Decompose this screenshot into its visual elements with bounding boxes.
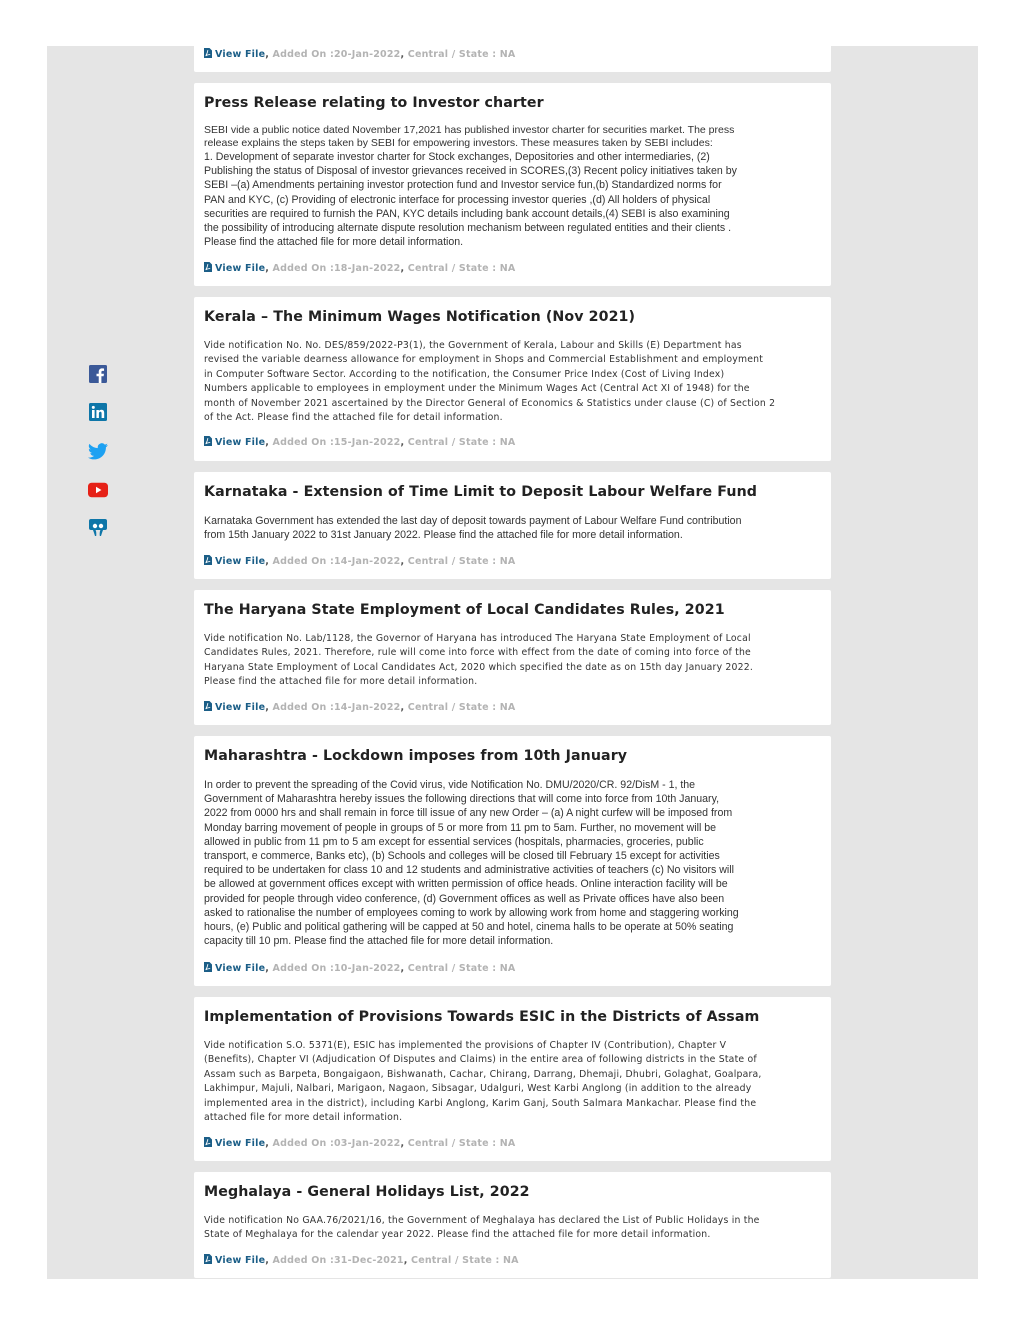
card-title[interactable]: Meghalaya - General Holidays List, 2022 [204, 1184, 530, 1200]
card-body: In order to prevent the spreading of the Covid virus, vide Notification No. DMU/2020/CR. 92/DisM - 1, the Government of Maharashtra hereby issues the following directions that will come into force from 10th January, 2022 from 0000 hrs and shall remain in force till issue of any new Order – (a) A night curfew will be imposed from Monday barring movement of people in groups of 5 or more from 11 pm to 5am. Further, no movement will be allowed in public from 11 pm to 5 am except for essential services (hospitals, pharmacies, groceries, public transport, e commerce, Banks etc), (b) Schools and colleges will be closed till February 15 except for activities required to be undertaken for class 10 and 12 students and administrative activities of teachers (c) No visitors will be allowed at government offices except with written permission of office heads. Online interaction facility will be provided for people through video conference, (d) Government offices as well as Private offices have also been asked to rationalise the number of employees coming to work by allowing work from home and staggering working hours, (e) Public and political gathering will be capped at 50 and hotel, cinema halls to be operate at 50% seating capacity till 10 pm. Please find the attached file for more detail information. [204, 779, 739, 948]
view-file-link[interactable]: View File [215, 702, 266, 713]
pdf-file-icon [204, 1137, 212, 1150]
scope-label: Central / State : NA [407, 49, 516, 60]
view-file-link[interactable]: View File [215, 1255, 266, 1266]
card-body: Vide notification S.O. 5371(E), ESIC has implemented the provisions of Chapter IV (Contribution), Chapter V (Benefits), Chapter VI (Adjudication Of Disputes and Claims) in the entire area of following districts in the State of Assam such as Barpeta, Bongaigaon, Bishwanath, Cachar, Chirang, Darrang, Dhemaji, Dhubri, Golaghat, Goalpara, Lakhimpur, Majuli, Nalbari, Marigaon, Nagaon, Sibsagar, Udalguri, West Karbi Anglong (in addition to the already implemented area in the district), including Karbi Anglong, Karim Ganj, South Salmara Mankachar. Please find the attached file for more detail information. [204, 1040, 762, 1124]
added-on-date: Added On :18-Jan-2022 [272, 263, 401, 274]
card-body: Vide notification No. Lab/1128, the Governor of Haryana has introduced The Haryana State Employment of Local Candidates Rules, 2021. Therefore, rule will come into force with effect from the date of coming into force of the Haryana State Employment of Local Candidates Act, 2020 which specified the date as on 15th day January 2022. Please find the attached file for more detail information. [204, 633, 754, 688]
view-file-link[interactable]: View File [215, 556, 266, 567]
pdf-file-icon [204, 962, 212, 975]
scope-label: Central / State : NA [407, 963, 516, 974]
news-card [194, 297, 831, 461]
news-card [194, 736, 831, 986]
pdf-file-icon [204, 48, 212, 61]
view-file-link[interactable]: View File [215, 1138, 266, 1149]
card-meta: View File, Added On :10-Jan-2022, Central / State : NA [204, 962, 515, 975]
youtube-icon[interactable] [88, 480, 108, 500]
card-title[interactable]: Implementation of Provisions Towards ESIC in the Districts of Assam [204, 1009, 760, 1025]
linkedin-icon[interactable] [88, 402, 108, 422]
card-title[interactable]: Press Release relating to Investor charter [204, 95, 544, 111]
facebook-icon[interactable] [88, 364, 108, 384]
card-title[interactable]: Kerala – The Minimum Wages Notification (Nov 2021) [204, 309, 636, 325]
twitter-icon[interactable] [88, 441, 108, 461]
card-meta: View File, Added On :14-Jan-2022, Central / State : NA [204, 555, 515, 568]
card-meta: View File, Added On :18-Jan-2022, Central / State : NA [204, 262, 515, 275]
view-file-link[interactable]: View File [215, 49, 266, 60]
card-title[interactable]: Karnataka - Extension of Time Limit to Deposit Labour Welfare Fund [204, 484, 758, 500]
card-meta: View File, Added On :20-Jan-2022, Central / State : NA [204, 48, 515, 61]
added-on-date: Added On :10-Jan-2022 [272, 963, 401, 974]
news-card [194, 83, 831, 286]
added-on-date: Added On :15-Jan-2022 [272, 437, 401, 448]
news-card [194, 44, 831, 72]
scope-label: Central / State : NA [407, 556, 516, 567]
added-on-date: Added On :20-Jan-2022 [272, 49, 401, 60]
pdf-file-icon [204, 701, 212, 714]
scope-label: Central / State : NA [407, 437, 516, 448]
pdf-file-icon [204, 555, 212, 568]
added-on-date: Added On :03-Jan-2022 [272, 1138, 401, 1149]
scope-label: Central / State : NA [411, 1255, 519, 1266]
added-on-date: Added On :14-Jan-2022 [272, 702, 401, 713]
news-card [194, 472, 831, 579]
news-card [194, 1172, 831, 1278]
slideshare-icon[interactable] [88, 518, 108, 538]
scope-label: Central / State : NA [407, 263, 516, 274]
news-card [194, 590, 831, 725]
card-body: SEBI vide a public notice dated November 17,2021 has published investor charter for securities market. The press release explains the steps taken by SEBI for empowering investors. These measures taken by SEBI includes: 1. Development of separate investor charter for Stock exchanges, Depositories and other intermediaries, (2) Publishing the status of Disposal of investor grievances received in SCORES,(3) Recent policy initiatives taken by SEBI –(a) Amendments pertaining investor protection fund and Investor service fun,(b) Standardized norms for PAN and KYC, (c) Providing of electronic interface for processing investor queries ,(d) All holders of physical securities are required to furnish the PAN, KYC details including bank account details,(4) SEBI is also examining the possibility of introducing alternate dispute resolution mechanism between regulated entities and their clients . Please find the attached file for more detail information. [204, 124, 737, 249]
card-body: Vide notification No GAA.76/2021/16, the Government of Meghalaya has declared the List of Public Holidays in the State of Meghalaya for the calendar year 2022. Please find the attached file for more detail information. [204, 1215, 760, 1241]
card-body: Vide notification No. No. DES/859/2022-P3(1), the Government of Kerala, Labour and Skills (E) Department has revised the variable dearness allowance for employment in Shops and Commercial Establishment and employment in Computer Software Sector. According to the notification, the Consumer Price Index (Cost of Living Index) Numbers applicable to employees in employment under the Minimum Wages Act (Central Act XI of 1948) for the month of November 2021 ascertained by the Director General of Economics & Statistics under clause (C) of Section 2 of the Act. Please find the attached file for detail information. [204, 340, 776, 424]
added-on-date: Added On :14-Jan-2022 [272, 556, 401, 567]
news-card [194, 997, 831, 1161]
pdf-file-icon [204, 262, 212, 275]
card-meta: View File, Added On :15-Jan-2022, Central / State : NA [204, 436, 515, 449]
scope-label: Central / State : NA [407, 702, 516, 713]
pdf-file-icon [204, 436, 212, 449]
card-meta: View File, Added On :31-Dec-2021, Central / State : NA [204, 1254, 519, 1267]
view-file-link[interactable]: View File [215, 963, 266, 974]
card-title[interactable]: Maharashtra - Lockdown imposes from 10th January [204, 748, 628, 764]
added-on-date: Added On :31-Dec-2021 [272, 1255, 404, 1266]
card-body: Karnataka Government has extended the last day of deposit towards payment of Labour Welfare Fund contribution from 15th January 2022 to 31st January 2022. Please find the attached file for more detail information. [204, 515, 742, 542]
card-title[interactable]: The Haryana State Employment of Local Candidates Rules, 2021 [204, 602, 725, 618]
card-meta: View File, Added On :03-Jan-2022, Central / State : NA [204, 1137, 515, 1150]
view-file-link[interactable]: View File [215, 437, 266, 448]
card-meta: View File, Added On :14-Jan-2022, Central / State : NA [204, 701, 515, 714]
scope-label: Central / State : NA [407, 1138, 516, 1149]
view-file-link[interactable]: View File [215, 263, 266, 274]
pdf-file-icon [204, 1254, 212, 1267]
